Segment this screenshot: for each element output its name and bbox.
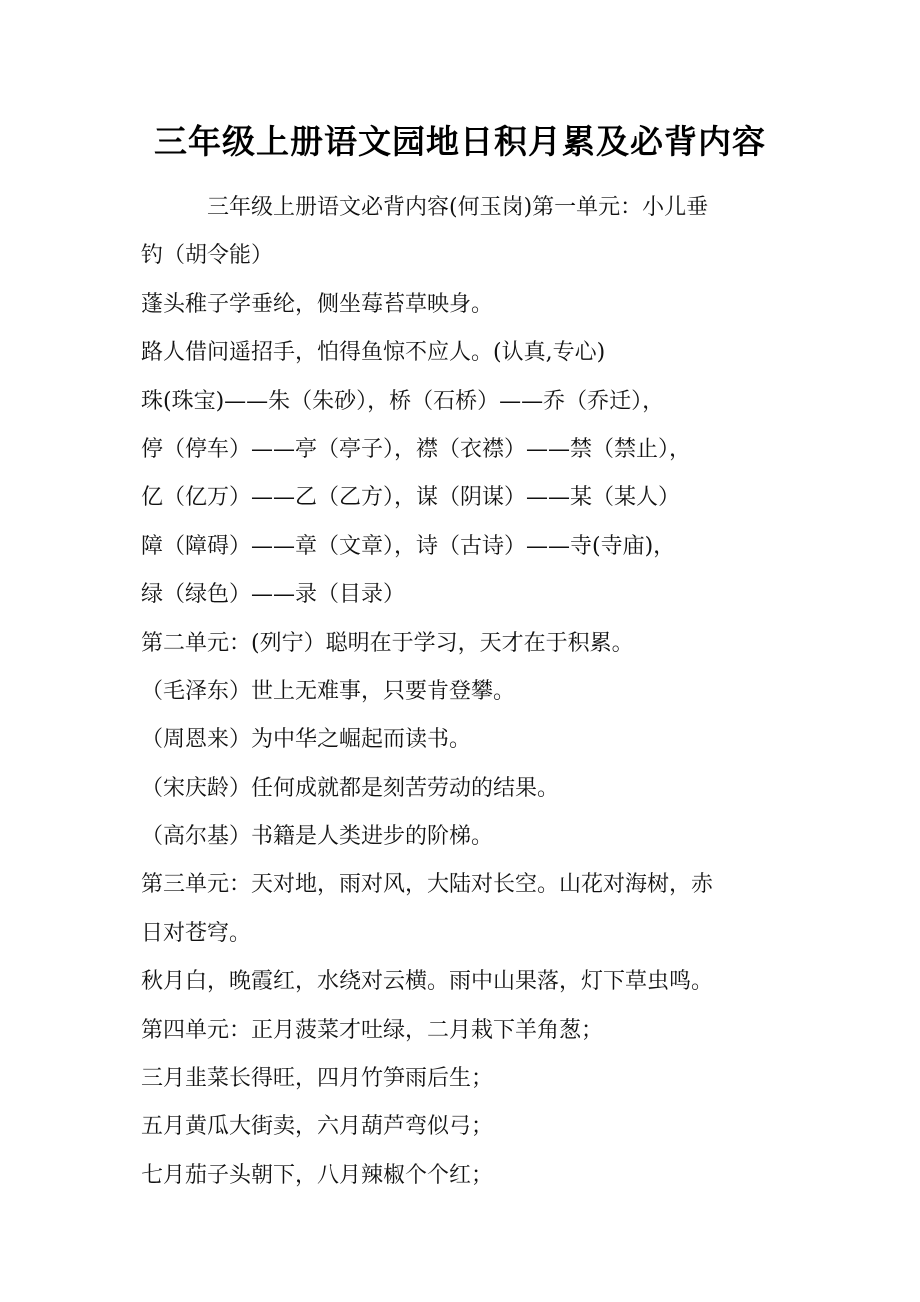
text-line: 秋月白，晚霞红，水绕对云横。雨中山果落，灯下草虫鸣。 [141, 969, 714, 995]
text-line: 亿（亿万）——乙（乙方），谋（阴谋）——某（某人） [141, 485, 681, 511]
text-line: （周恩来）为中华之崛起而读书。 [141, 727, 472, 753]
text-line: （高尔基）书籍是人类进步的阶梯。 [141, 824, 494, 850]
text-line: 日对苍穹。 [141, 920, 252, 946]
text-line: 七月茄子头朝下，八月辣椒个个红； [141, 1162, 494, 1188]
text-line: 第四单元：正月菠菜才吐绿，二月栽下羊角葱； [141, 1017, 604, 1043]
text-line: 第三单元：天对地，雨对风，大陆对长空。山花对海树，赤 [141, 872, 714, 898]
document-body [141, 184, 806, 1200]
text-line: 蓬头稚子学垂纶，侧坐莓苔草映身。 [141, 291, 494, 317]
text-line: 第二单元：(列宁）聪明在于学习，天才在于积累。 [141, 630, 634, 656]
text-line: 钓（胡令能） [141, 243, 274, 269]
text-line: 绿（绿色）——录（目录） [141, 582, 406, 608]
text-line: （毛泽东）世上无难事，只要肯登攀。 [141, 678, 516, 704]
text-line: 路人借问遥招手，怕得鱼惊不应人。(认真,专心) [141, 340, 606, 366]
text-line: 五月黄瓜大街卖，六月葫芦弯似弓； [141, 1114, 494, 1140]
text-line: 三年级上册语文必背内容(何玉岗)第一单元：小儿垂 [207, 195, 709, 220]
text-line: （宋庆龄）任何成就都是刻苦劳动的结果。 [141, 775, 560, 801]
document-title: 三年级上册语文园地日积月累及必背内容 [154, 122, 766, 161]
text-line: 障（障碍）——章（文章），诗（古诗）——寺(寺庙)， [141, 533, 676, 559]
text-line: 珠(珠宝)——朱（朱砂），桥（石桥）——乔（乔迁）， [141, 388, 665, 414]
text-line: 停（停车）——亭（亭子），襟（衣襟）——禁（禁止）， [141, 436, 692, 462]
text-line: 三月韭菜长得旺，四月竹笋雨后生； [141, 1066, 494, 1092]
